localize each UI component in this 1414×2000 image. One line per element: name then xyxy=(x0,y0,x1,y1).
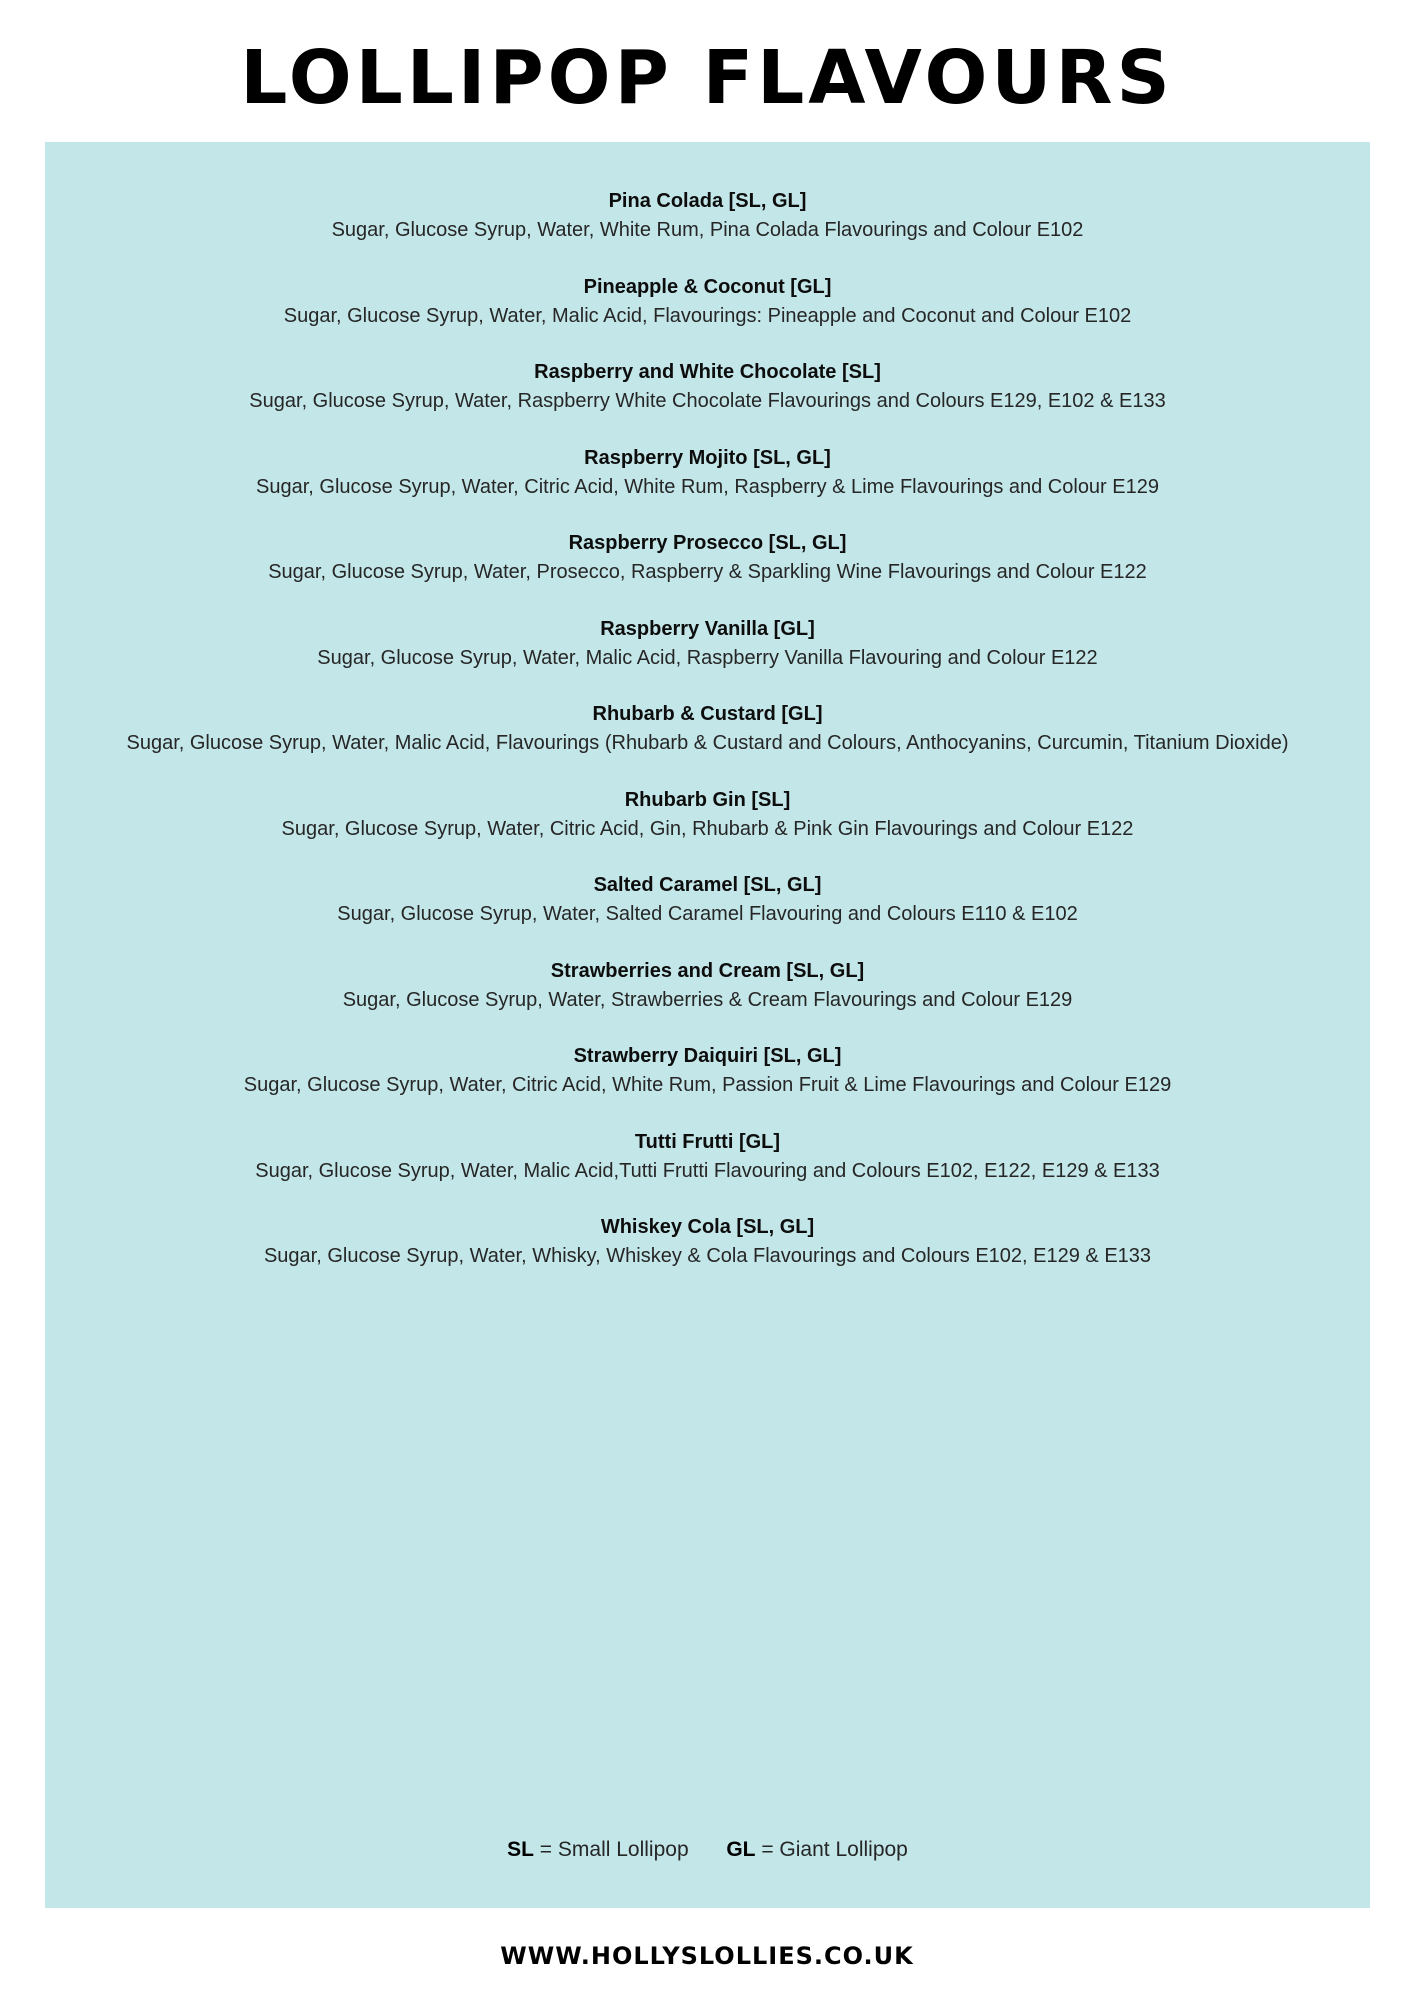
flavour-item xyxy=(45,699,1370,785)
flavour-ingredients: Sugar, Glucose Syrup, Water, Citric Acid, White Rum, Raspberry & Lime Flavourings and Colour E129 xyxy=(256,475,1159,498)
flavour-name: Raspberry Mojito [SL, GL] xyxy=(584,446,831,469)
flavour-item xyxy=(45,614,1370,700)
flavour-name: Pineapple & Coconut [GL] xyxy=(583,275,832,298)
flavour-item xyxy=(45,956,1370,1042)
flavour-item xyxy=(45,272,1370,358)
flavour-name: Raspberry Vanilla [GL] xyxy=(600,617,815,640)
flavour-item xyxy=(45,870,1370,956)
legend-gl-key: GL xyxy=(726,1838,756,1861)
flavour-item xyxy=(45,357,1370,443)
flavour-list xyxy=(45,186,1370,1298)
flavour-name: Tutti Frutti [GL] xyxy=(634,1130,781,1153)
flavour-ingredients: Sugar, Glucose Syrup, Water, Malic Acid, Flavourings (Rhubarb & Custard and Colours, Anthocyanins, Curcumin, Titanium Dioxide) xyxy=(126,732,1289,754)
flavour-ingredients: Sugar, Glucose Syrup, Water, Malic Acid,Tutti Frutti Flavouring and Colours E102, E122, E129 & E133 xyxy=(255,1159,1160,1182)
flavour-ingredients: Sugar, Glucose Syrup, Water, White Rum, Pina Colada Flavourings and Colour E102 xyxy=(331,219,1084,241)
flavour-item xyxy=(45,528,1370,614)
website-link[interactable]: WWW.HOLLYSLOLLIES.CO.UK xyxy=(500,1942,914,1970)
legend-sl-text: = Small Lollipop xyxy=(533,1838,689,1861)
size-legend xyxy=(45,1835,1370,1865)
flavour-name: Rhubarb & Custard [GL] xyxy=(592,703,823,725)
flavour-name: Raspberry and White Chocolate [SL] xyxy=(534,361,881,383)
flavour-panel xyxy=(45,142,1370,1908)
flavour-ingredients: Sugar, Glucose Syrup, Water, Citric Acid, White Rum, Passion Fruit & Lime Flavourings and Colour E129 xyxy=(243,1074,1172,1096)
flavour-ingredients: Sugar, Glucose Syrup, Water, Strawberries & Cream Flavourings and Colour E129 xyxy=(342,988,1073,1011)
flavour-ingredients: Sugar, Glucose Syrup, Water, Whisky, Whiskey & Cola Flavourings and Colours E102, E129 & E133 xyxy=(263,1245,1152,1267)
legend-sl-key: SL xyxy=(507,1838,534,1861)
flavour-name: Strawberry Daiquiri [SL, GL] xyxy=(573,1045,842,1067)
flavour-name: Pina Colada [SL, GL] xyxy=(608,190,807,212)
flavour-name: Salted Caramel [SL, GL] xyxy=(593,874,822,896)
flavour-item xyxy=(45,1127,1370,1213)
flavour-item xyxy=(45,1041,1370,1127)
flavour-name: Raspberry Prosecco [SL, GL] xyxy=(568,532,847,554)
flavour-name: Whiskey Cola [SL, GL] xyxy=(600,1216,815,1238)
flavour-name: Rhubarb Gin [SL] xyxy=(624,788,791,811)
flavour-item xyxy=(45,785,1370,871)
flavour-ingredients: Sugar, Glucose Syrup, Water, Malic Acid, Flavourings: Pineapple and Coconut and Colour E102 xyxy=(283,304,1132,327)
flavour-ingredients: Sugar, Glucose Syrup, Water, Raspberry White Chocolate Flavourings and Colours E129, E102 & E133 xyxy=(249,390,1166,412)
flavour-item xyxy=(45,1212,1370,1298)
flavour-ingredients: Sugar, Glucose Syrup, Water, Malic Acid, Raspberry Vanilla Flavouring and Colour E122 xyxy=(317,646,1098,669)
flavour-item xyxy=(45,443,1370,529)
flavour-name: Strawberries and Cream [SL, GL] xyxy=(550,959,865,982)
flavour-item xyxy=(45,186,1370,272)
legend-gl-text: = Giant Lollipop xyxy=(755,1838,908,1861)
flavour-ingredients: Sugar, Glucose Syrup, Water, Citric Acid, Gin, Rhubarb & Pink Gin Flavourings and Colour E122 xyxy=(281,817,1134,840)
flavour-ingredients: Sugar, Glucose Syrup, Water, Salted Caramel Flavouring and Colours E110 & E102 xyxy=(337,903,1078,925)
page-title: LOLLIPOP FLAVOURS xyxy=(240,35,1174,121)
flavour-ingredients: Sugar, Glucose Syrup, Water, Prosecco, Raspberry & Sparkling Wine Flavourings and Colour E122 xyxy=(268,561,1147,583)
